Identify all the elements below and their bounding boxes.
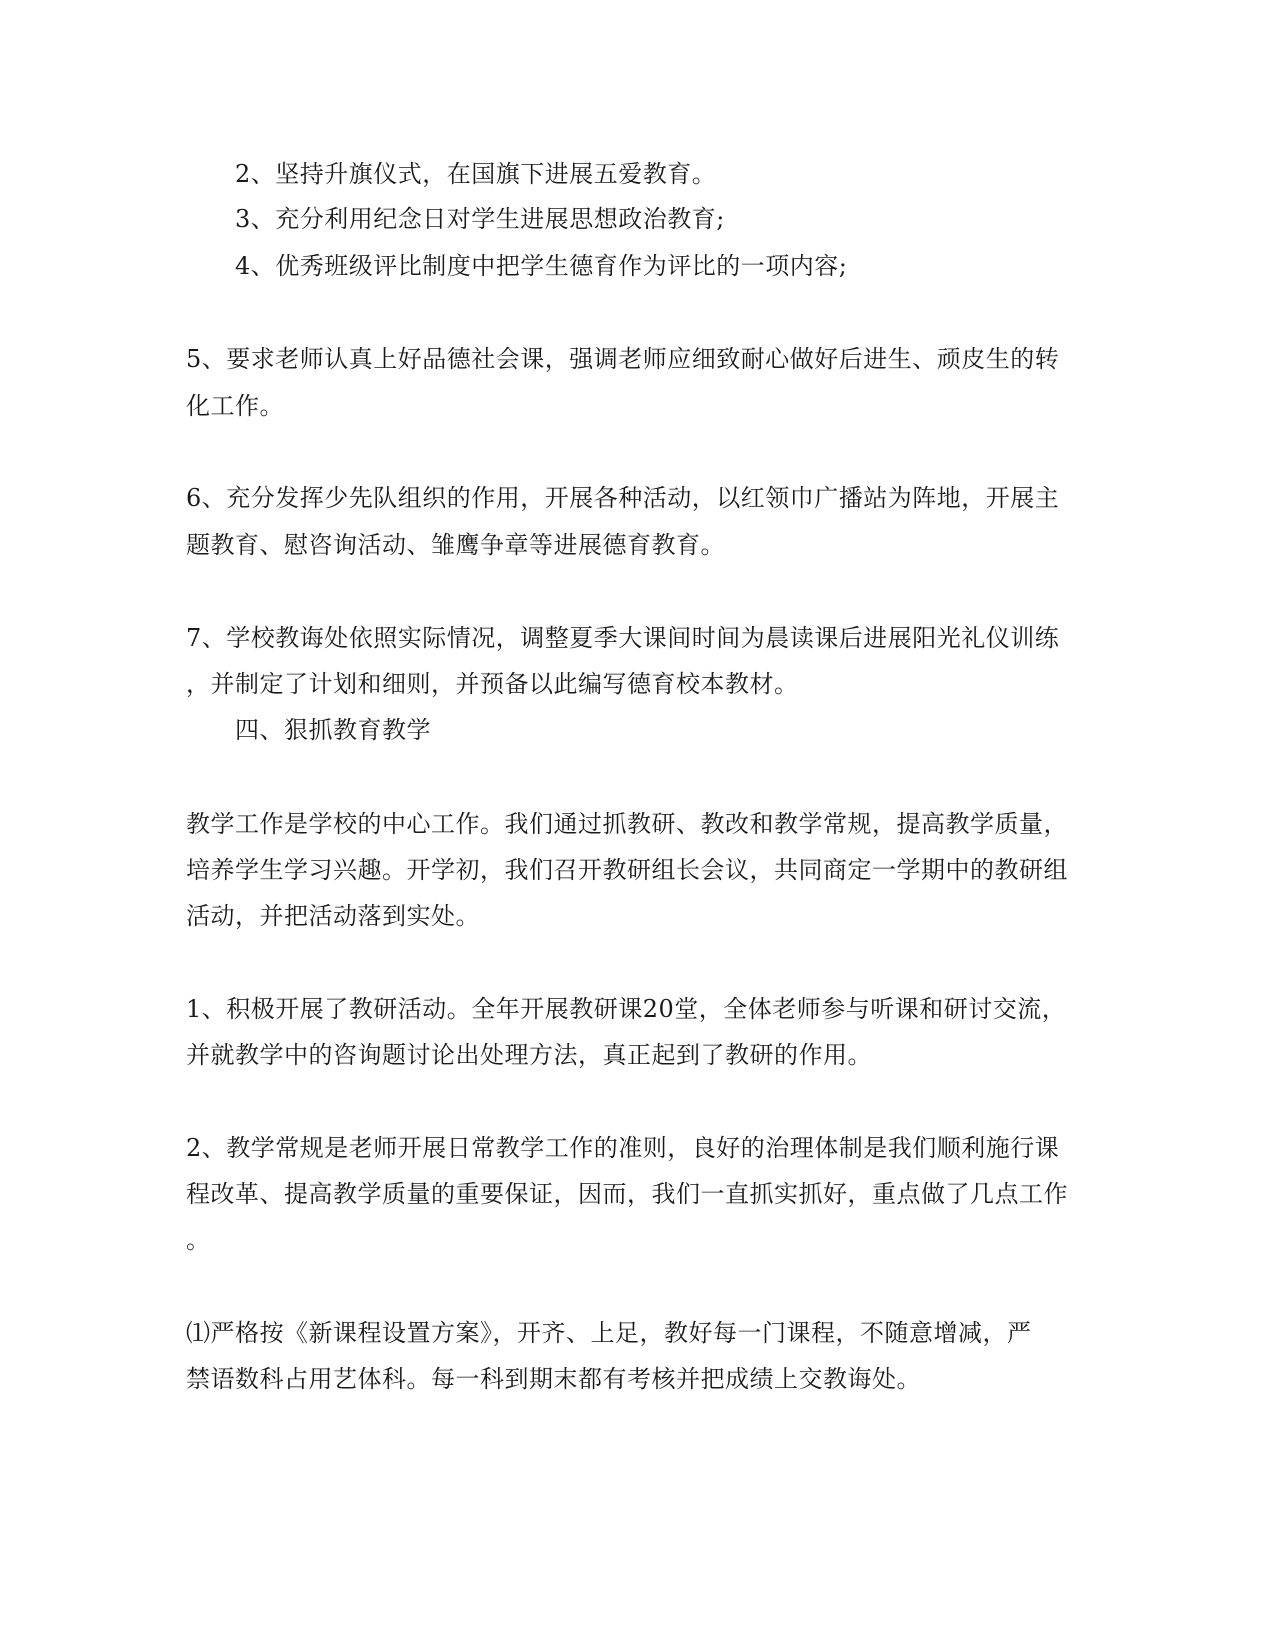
list-item-7-line-2: ，并制定了计划和细则，并预备以此编写德育校本教材。 bbox=[186, 670, 799, 698]
list-item-4: 4、优秀班级评比制度中把学生德育作为评比的一项内容; bbox=[235, 252, 848, 280]
paragraph-line-1: 教学工作是学校的中心工作。我们通过抓教研、教改和教学常规，提高教学质量， bbox=[186, 810, 1068, 838]
sub-item-1-line-2: 禁语数科占用艺体科。每一科到期末都有考核并把成绩上交教诲处。 bbox=[186, 1365, 921, 1393]
list-item-1-line-2: 并就教学中的咨询题讨论出处理方法，真正起到了教研的作用。 bbox=[186, 1041, 872, 1069]
list-item-1-line-1: 1、积极开展了教研活动。全年开展教研课20堂，全体老师参与听课和研讨交流， bbox=[186, 995, 1067, 1023]
list-item-6-line-2: 题教育、慰咨询活动、雏鹰争章等进展德育教育。 bbox=[186, 531, 725, 559]
list-item-2b-line-3: 。 bbox=[186, 1226, 211, 1254]
list-item-5-line-2: 化工作。 bbox=[186, 392, 284, 420]
section-heading: 四、狠抓教育教学 bbox=[235, 716, 431, 744]
list-item-5-line-1: 5、要求老师认真上好品德社会课，强调老师应细致耐心做好后进生、顽皮生的转 bbox=[186, 345, 1060, 373]
list-item-2b-line-2: 程改革、提高教学质量的重要保证，因而，我们一直抓实抓好，重点做了几点工作 bbox=[186, 1180, 1068, 1208]
list-item-2b-line-1: 2、教学常规是老师开展日常教学工作的准则，良好的治理体制是我们顺利施行课 bbox=[186, 1134, 1060, 1162]
sub-item-1-line-1: ⑴严格按《新课程设置方案》，开齐、上足，教好每一门课程，不随意增减，严 bbox=[186, 1319, 1032, 1347]
paragraph-line-3: 活动，并把活动落到实处。 bbox=[186, 902, 480, 930]
list-item-3: 3、充分利用纪念日对学生进展思想政治教育; bbox=[235, 205, 725, 233]
list-item-6-line-1: 6、充分发挥少先队组织的作用，开展各种活动，以红领巾广播站为阵地，开展主 bbox=[186, 484, 1060, 512]
paragraph-line-2: 培养学生学习兴趣。开学初，我们召开教研组长会议，共同商定一学期中的教研组 bbox=[186, 856, 1068, 884]
list-item-2: 2、坚持升旗仪式，在国旗下进展五爱教育。 bbox=[235, 160, 717, 188]
list-item-7-line-1: 7、学校教诲处依照实际情况，调整夏季大课间时间为晨读课后进展阳光礼仪训练 bbox=[186, 624, 1060, 652]
